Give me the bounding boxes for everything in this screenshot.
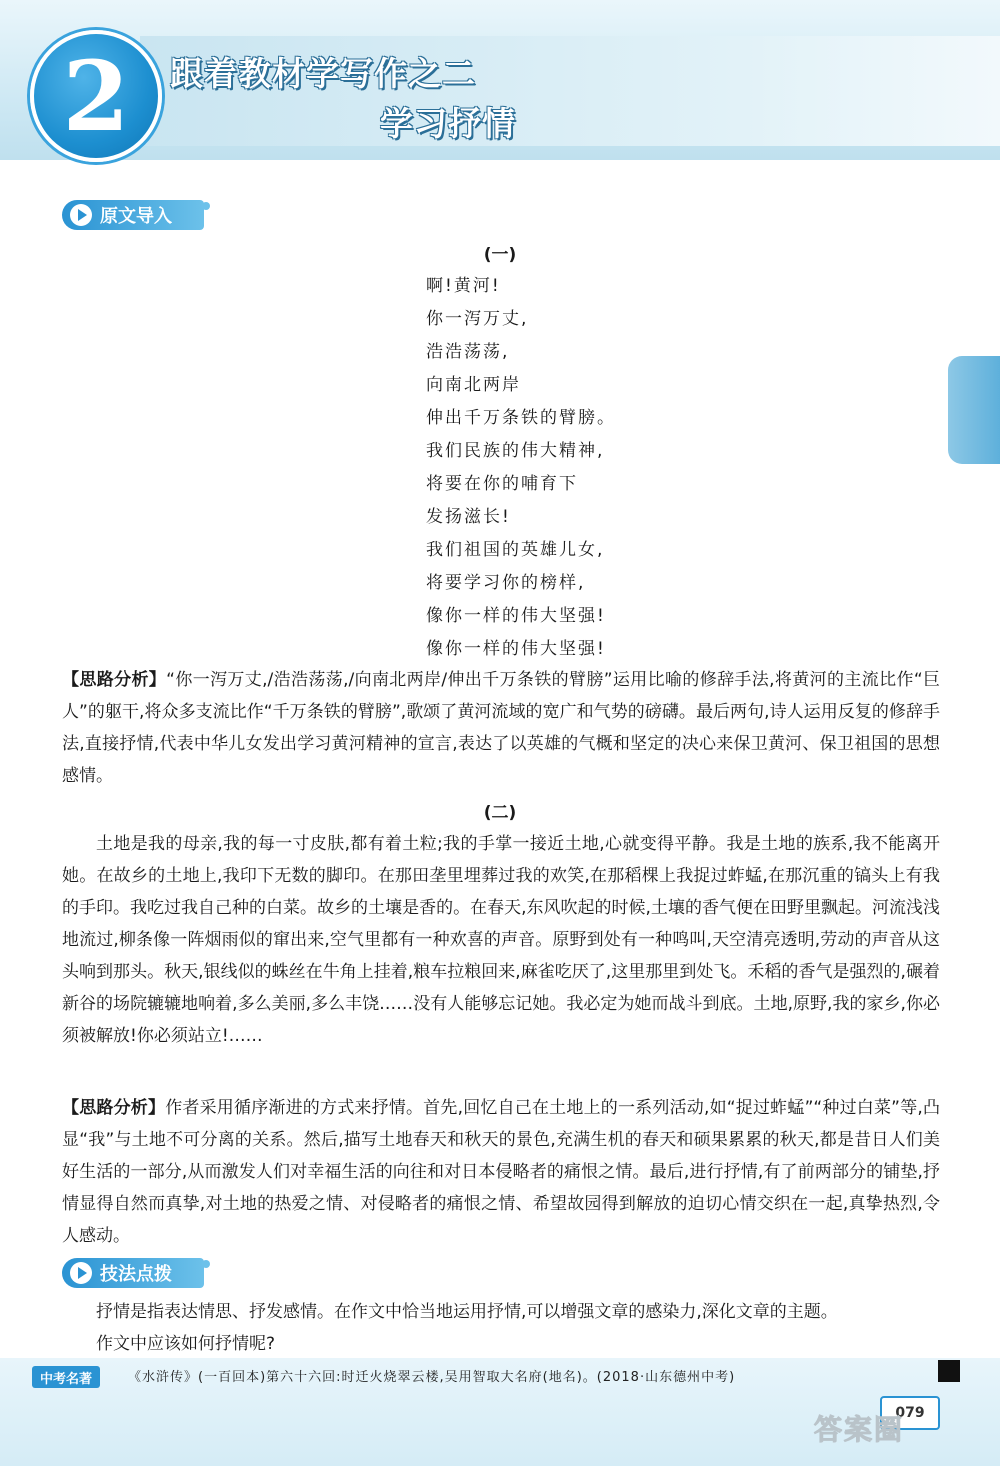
watermark: 答案圈 (814, 1413, 905, 1446)
technique-line2: 作文中应该如何抒情呢? (96, 1334, 276, 1354)
section-label-intro (62, 200, 204, 230)
page-corner-mark (938, 1360, 960, 1382)
poem-line: 我们民族的伟大精神, (426, 441, 605, 461)
footer-note: 《水浒传》(一百回本)第六十六回:时迁火烧翠云楼,吴用智取大名府(地名)。(2018·山东德州中考) (128, 1370, 736, 1385)
analysis-label: 【思路分析】 (62, 1098, 166, 1118)
poem-line: 将要学习你的榜样, (426, 573, 586, 593)
footer-tag: 中考名著 (32, 1366, 100, 1388)
analysis-text: “你一泻万丈,/浩浩荡荡,/向南北两岸/伸出千万条铁的臂膀”运用比喻的修辞手法,将黄河的主流比作“巨人”的躯干,将众多支流比作“千万条铁的臂膀”,歌颂了黄河流域的宽广和气势的磅礴。最后两句,诗人运用反复的修辞手法,直接抒情,代表中华儿女发出学习黄河精神的宣言,表达了以英雄的气概和坚定的决心来保卫黄河、保卫祖国的思想感情。 (62, 670, 940, 786)
part1-analysis (62, 664, 940, 792)
analysis-text: 作者采用循序渐进的方式来抒情。首先,回忆自己在土地上的一系列活动,如“捉过蚱蜢”“种过白菜”等,凸显“我”与土地不可分离的关系。然后,描写土地春天和秋天的景色,充满生机的春天和硕果累累的秋天,都是昔日人们美好生活的一部分,从而激发人们对幸福生活的向往和对日本侵略者的痛恨之情。最后,进行抒情,有了前两部分的铺垫,抒情显得自然而真挚,对土地的热爱之情、对侵略者的痛恨之情、希望故园得到解放的迫切心情交织在一起,真挚热烈,令人感动。 (62, 1098, 940, 1246)
poem (426, 270, 616, 666)
poem-line: 将要在你的哺育下 (426, 474, 578, 494)
chapter-number-badge: 2 (30, 30, 162, 162)
side-tab (948, 356, 1000, 464)
part2-text: 土地是我的母亲,我的每一寸皮肤,都有着土粒;我的手掌一接近土地,心就变得平静。我是土地的族系,我不能离开她。在故乡的土地上,我印下无数的脚印。在那田垄里埋葬过我的欢笑,在那稻棵上我捉过蚱蜢,在那沉重的镐头上有我的手印。我吃过我自己种的白菜。故乡的土壤是香的。在春天,东风吹起的时候,土壤的香气便在田野里飘起。河流浅浅地流过,柳条像一阵烟雨似的窜出来,空气里都有一种欢喜的声音。原野到处有一种鸣叫,天空清亮透明,劳动的声音从这头响到那头。秋天,银线似的蛛丝在牛角上挂着,粮车拉粮回来,麻雀吃厌了,这里那里到处飞。禾稻的香气是强烈的,碾着新谷的场院辘辘地响着,多么美丽,多么丰饶……没有人能够忘记她。我必定为她而战斗到底。土地,原野,我的家乡,你必须被解放!你必须站立!…… (62, 834, 940, 1046)
poem-line: 像你一样的伟大坚强! (426, 639, 606, 659)
poem-line: 啊!黄河! (426, 276, 501, 296)
label-tail-icon (202, 202, 210, 210)
label-tail-icon (202, 1260, 210, 1268)
chapter-title-line2: 学习抒情 (380, 104, 516, 143)
section-label-technique (62, 1258, 204, 1288)
section-label-intro-text: 原文导入 (100, 206, 172, 227)
poem-line: 我们祖国的英雄儿女, (426, 540, 605, 560)
poem-line: 伸出千万条铁的臂膀。 (426, 408, 616, 428)
part2-analysis (62, 1092, 940, 1252)
analysis-label: 【思路分析】 (62, 670, 167, 690)
poem-line: 你一泻万丈, (426, 309, 529, 329)
chapter-title-line1: 跟着教材学写作之二 (170, 54, 476, 93)
play-icon (70, 204, 92, 226)
poem-line: 发扬滋长! (426, 507, 511, 527)
play-icon (70, 1262, 92, 1284)
poem-line: 浩浩荡荡, (426, 342, 510, 362)
poem-line: 向南北两岸 (426, 375, 521, 395)
part1-heading: (一) (483, 245, 517, 265)
technique-line1: 抒情是指表达情思、抒发感情。在作文中恰当地运用抒情,可以增强文章的感染力,深化文章的主题。 (96, 1302, 838, 1322)
page-number: 079 (880, 1396, 940, 1430)
section-label-technique-text: 技法点拨 (100, 1264, 172, 1285)
part2-heading: (二) (483, 803, 517, 823)
poem-line: 像你一样的伟大坚强! (426, 606, 606, 626)
